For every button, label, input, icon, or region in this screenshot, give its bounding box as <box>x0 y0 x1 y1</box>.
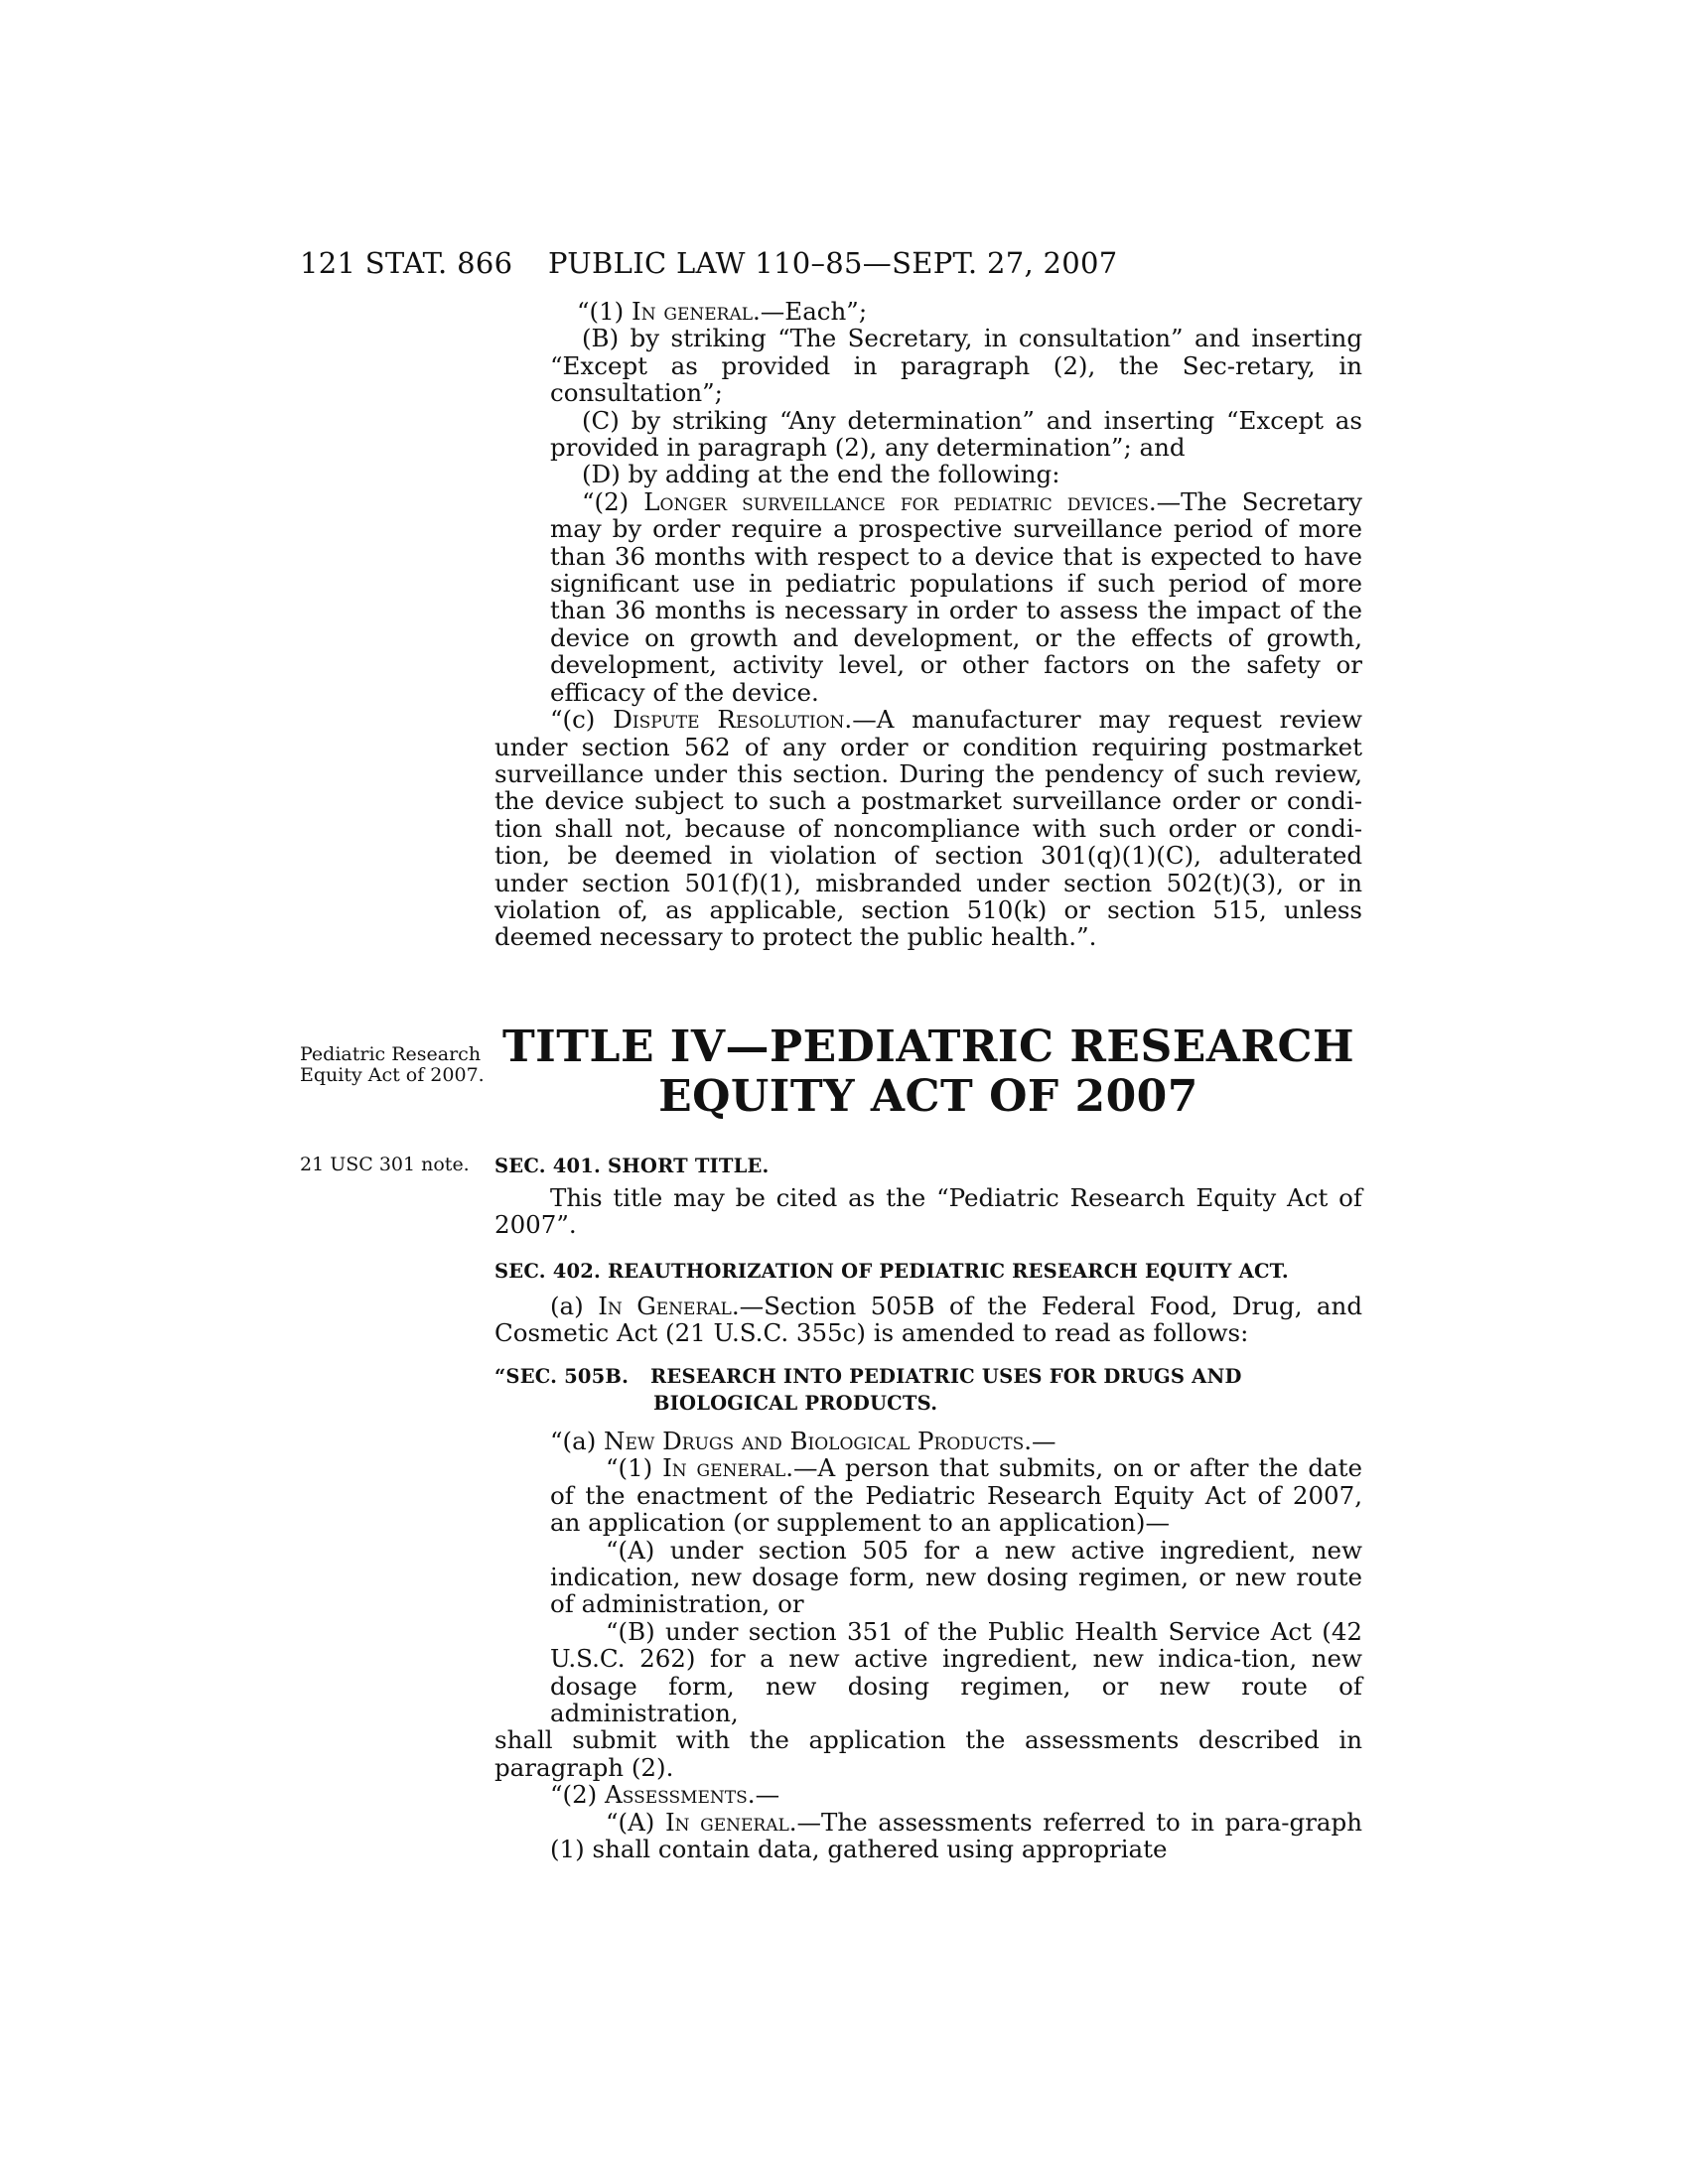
clause-c: (C) by striking “Any determination” and inserting “Except as provided in paragraph (2), any determination”; and <box>550 405 1362 463</box>
sec-402-body: (a) In General.—Section 505B of the Federal Food, Drug, and Cosmetic Act (21 U.S.C. 355c) is amended to read as follows: <box>494 1292 1362 1348</box>
paragraph-1-in-general-505b: “(1) In general.—A person that submits, on or after the date of the enactment of the Pediatric Research Equity Act of 2007, an application (or supplement to an application)— <box>550 1453 1362 1538</box>
margin-note-title: Pediatric Research Equity Act of 2007. <box>300 1043 485 1086</box>
subparagraph-b: “(B) under section 351 of the Public Health Service Act (42 U.S.C. 262) for a new active ingredient, new indica-tion, new dosage form, new dosing regimen, or new route of administration, <box>550 1616 1362 1728</box>
sec-505b-heading: “SEC. 505B. RESEARCH INTO PEDIATRIC USES FOR DRUGS AND BIOLOGICAL PRODUCTS. <box>494 1365 1242 1415</box>
sec-505b-body <box>494 1428 1362 1863</box>
margin-note-usc: 21 USC 301 note. <box>300 1154 470 1175</box>
amendment-block <box>494 298 1362 951</box>
sec-505b-label: “SEC. 505B. <box>494 1365 630 1388</box>
subsection-c-dispute-resolution: “(c) Dispute Resolution.—A manufacturer may request review under section 562 of any order or condition requiring postmarket surveillance under this section. During the pendency of such review, the device subject to such a postmarket surveillance order or condi-tion shall not, because of noncompliance with such order or condi-tion, be deemed in violation of section 301(q)(1)(C), adulterated under section 501(f)(1), misbranded under section 502(t)(3), or in violation of, as applicable, section 510(k) or section 515, unless deemed necessary to protect the public health.”. <box>494 705 1362 952</box>
stat-page-number: 121 STAT. 866 <box>300 246 513 280</box>
title-line-1: TITLE IV—PEDIATRIC RESEARCH <box>501 1022 1355 1072</box>
sec-401-body: This title may be cited as the “Pediatric Research Equity Act of 2007”. <box>494 1183 1362 1240</box>
title-line-2: EQUITY ACT OF 2007 <box>658 1071 1198 1122</box>
sec-402-heading: SEC. 402. REAUTHORIZATION OF PEDIATRIC RESEARCH EQUITY ACT. <box>494 1260 1289 1283</box>
sec-401-heading: SEC. 401. SHORT TITLE. <box>494 1155 770 1177</box>
paragraph-2a-in-general: “(A) In general.—The assessments referred to in para-graph (1) shall contain data, gathered using appropriate <box>550 1807 1363 1864</box>
paragraph-1-in-general: “(1) In general.—Each”; <box>577 297 868 326</box>
shall-submit-clause: shall submit with the application the assessments described in paragraph (2). <box>494 1725 1362 1782</box>
clause-d: (D) by adding at the end the following: <box>582 460 1060 489</box>
paragraph-2-assessments: “(2) Assessments.— <box>550 1780 780 1810</box>
subsection-a-new-drugs: “(a) New Drugs and Biological Products.— <box>550 1427 1056 1455</box>
title-heading <box>494 1023 1362 1122</box>
clause-b: (B) by striking “The Secretary, in consultation” and inserting “Except as provided in paragraph (2), the Sec-retary, in consultation”; <box>550 324 1362 408</box>
subparagraph-a: “(A) under section 505 for a new active ingredient, new indication, new dosage form, new dosing regimen, or new route of administration, or <box>550 1535 1362 1619</box>
paragraph-2-longer-surveillance: “(2) Longer surveillance for pediatric devices.—The Secretary may by order require a prospective surveillance period of more than 36 months with respect to a device that is expected to have significant use in pediatric populations if such period of more than 36 months is necessary in order to assess the impact of the device on growth and development, or the effects of growth, development, activity level, or other factors on the safety or efficacy of the device. <box>550 486 1362 707</box>
running-title: PUBLIC LAW 110–85—SEPT. 27, 2007 <box>548 246 1118 280</box>
